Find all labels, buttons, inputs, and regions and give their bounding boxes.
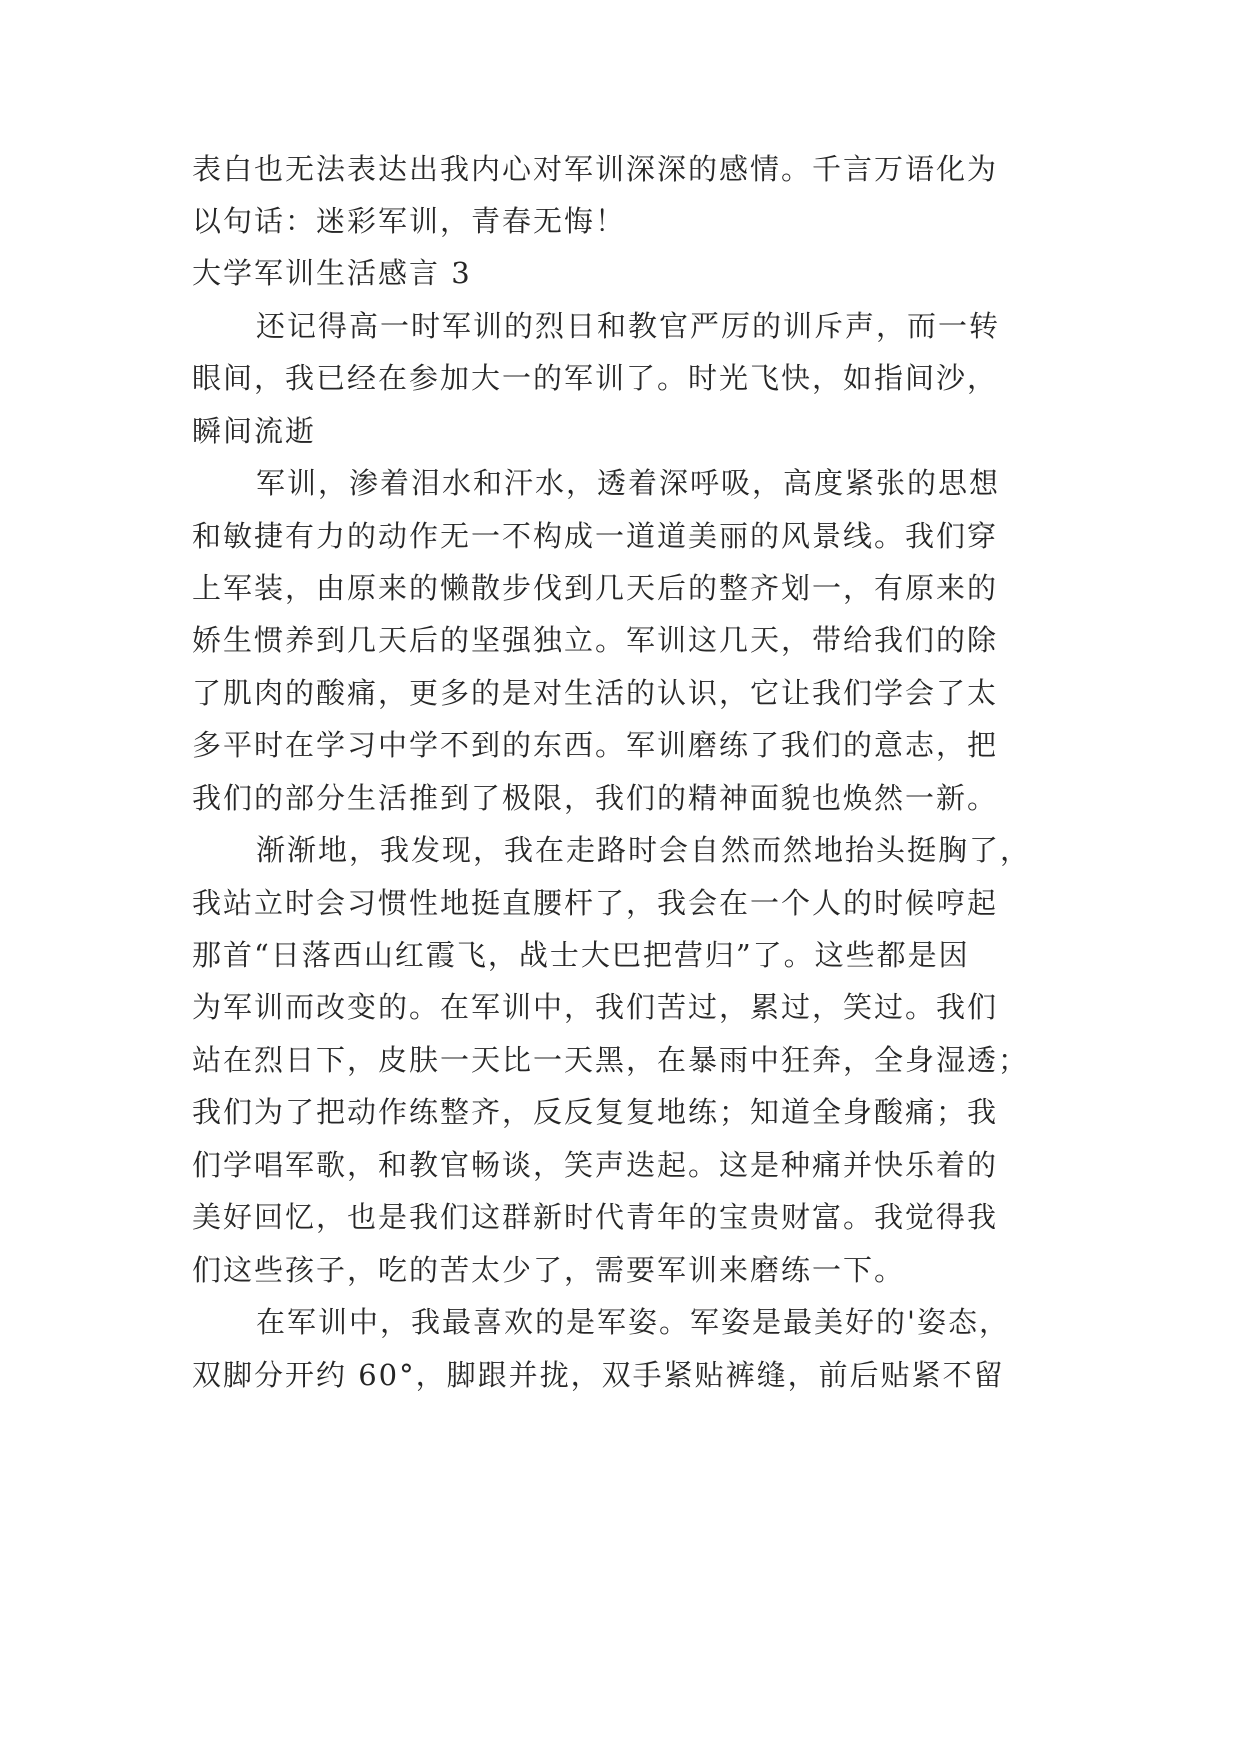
text-line: 上军装，由原来的懒散步伐到几天后的整齐划一，有原来的	[192, 571, 999, 605]
text-line: 站在烈日下，皮肤一天比一天黑，在暴雨中狂奔，全身湿透；	[192, 1043, 1030, 1077]
text-line: 多平时在学习中学不到的东西。军训磨练了我们的意志，把	[192, 728, 999, 762]
text-line: 了肌肉的酸痛，更多的是对生活的认识，它让我们学会了太	[192, 676, 999, 710]
paragraph-first-line: 还记得高一时军训的烈日和教官严厉的训斥声，而一转	[256, 309, 1001, 343]
text-line: 瞬间流逝	[192, 414, 317, 448]
paragraph-first-line: 军训，渗着泪水和汗水，透着深呼吸，高度紧张的思想	[256, 466, 1001, 500]
text-line: 我们为了把动作练整齐，反反复复地练；知道全身酸痛；我	[192, 1095, 999, 1129]
text-line: 为军训而改变的。在军训中，我们苦过，累过，笑过。我们	[192, 990, 999, 1024]
text-line: 我站立时会习惯性地挺直腰杆了，我会在一个人的时候哼起	[192, 886, 999, 920]
text-line: 双脚分开约 60°，脚跟并拢，双手紧贴裤缝，前后贴紧不留	[192, 1358, 1005, 1392]
text-line: 那首“日落西山红霞飞，战士大巴把营归”了。这些都是因	[192, 938, 970, 972]
text-line: 和敏捷有力的动作无一不构成一道道美丽的风景线。我们穿	[192, 519, 999, 553]
paragraph-first-line: 在军训中，我最喜欢的是军姿。军姿是最美好的'姿态，	[256, 1305, 1010, 1339]
text-line: 们这些孩子，吃的苦太少了，需要军训来磨练一下。	[192, 1253, 906, 1287]
text-line: 我们的部分生活推到了极限，我们的精神面貌也焕然一新。	[192, 781, 999, 815]
text-line: 娇生惯养到几天后的坚强独立。军训这几天，带给我们的除	[192, 623, 999, 657]
text-line: 表白也无法表达出我内心对军训深深的感情。千言万语化为	[192, 152, 999, 186]
paragraph-first-line: 渐渐地，我发现，我在走路时会自然而然地抬头挺胸了，	[256, 833, 1032, 867]
text-line: 美好回忆，也是我们这群新时代青年的宝贵财富。我觉得我	[192, 1200, 999, 1234]
text-line: 们学唱军歌，和教官畅谈，笑声迭起。这是种痛并快乐着的	[192, 1148, 999, 1182]
section-heading: 大学军训生活感言 3	[192, 256, 472, 290]
text-line: 以句话：迷彩军训，青春无悔！	[192, 204, 627, 238]
text-line: 眼间，我已经在参加大一的军训了。时光飞快，如指间沙，	[192, 361, 999, 395]
